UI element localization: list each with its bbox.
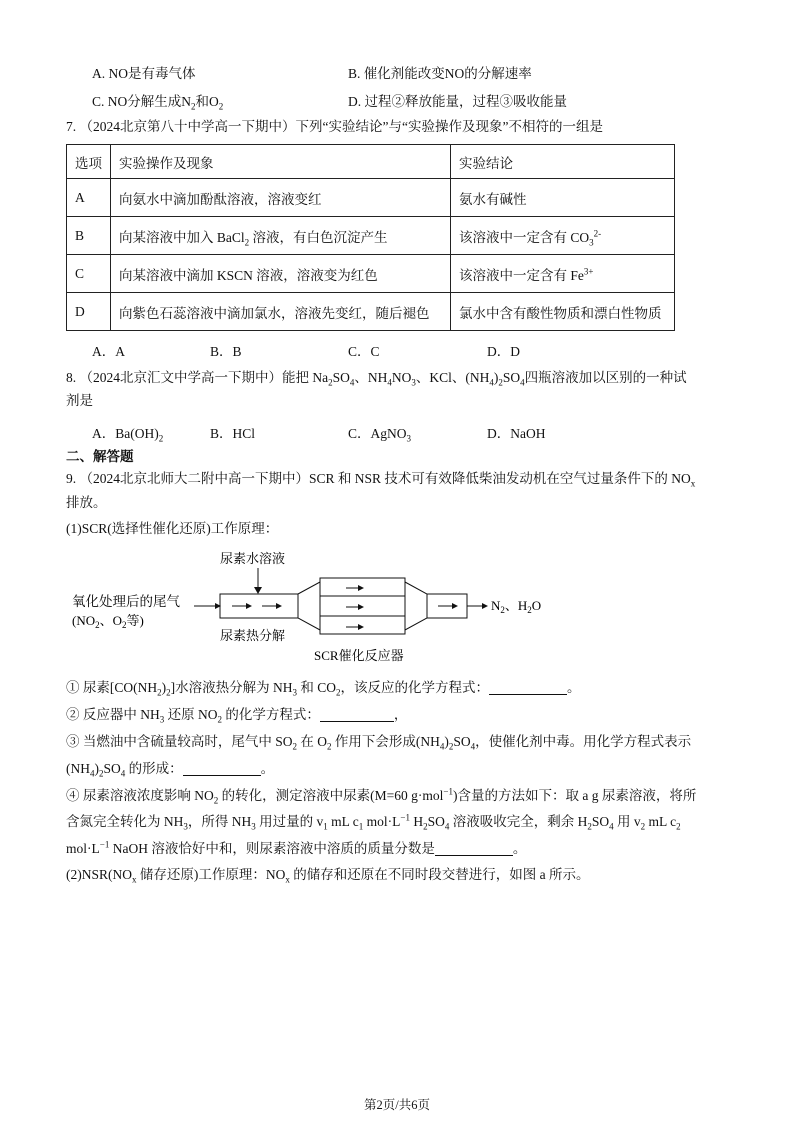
- page-footer: 第2页/共6页: [364, 1098, 430, 1112]
- flow-arrow-icon: [452, 603, 458, 609]
- q9-part1-heading: (1)SCR(选择性催化还原)工作原理：: [66, 521, 279, 536]
- q6-option-a: A. NO是有毒气体: [92, 66, 196, 81]
- row-a-conclusion: 氨水有碱性: [451, 179, 675, 217]
- flow-arrow-icon: [358, 624, 364, 630]
- q9-part2: $(2)NSR(NO_x$ 储存还原)工作原理：$NO_x$ 的储存和还原在不同时段交替进行，如图 a 所示。: [66, 867, 590, 885]
- products-label: $N_2$、$H_2O$: [491, 598, 542, 615]
- flow-arrow-icon: [246, 603, 252, 609]
- q6-option-d: D. 过程②释放能量，过程③吸收能量: [348, 94, 567, 109]
- flow-arrow-icon: [358, 585, 364, 591]
- table-row: [67, 255, 675, 293]
- row-b-operation: 向某溶液中加入 BaCl$_2$ 溶液，有白色沉淀产生: [111, 217, 451, 255]
- q9-item-4-line3: $mol\cdot L^{-1}$ NaOH 溶液恰好中和，则尿素溶液中溶质的质量分数是 。: [66, 839, 527, 856]
- q9-item-4: ④ 尿素溶液浓度影响 $NO_2$ 的转化，测定溶液中尿素(M=60 g·mol$^{-1}$)含量的方法如下：取 a g 尿素溶液，将所: [66, 786, 697, 806]
- q9-item-4-line2: 含氮完全转化为 $NH_3$，所得 $NH_3$ 用过量的 $v_1$ mL $c_1$ $mol\cdot L^{-1}$ $H_2SO_4$ 溶液吸收完全，剩余 $H_2SO_4$ 用 $v_2$ mL $c_2$: [66, 812, 681, 832]
- q8-option-c: C．AgNO$_3$: [348, 426, 412, 444]
- q9-item-3-line2: $(NH_4)_2SO_4$ 的形成： 。: [66, 761, 275, 779]
- exhaust-components-label: ($NO_2$、$O_2$等): [72, 613, 144, 630]
- row-c-operation: 向某溶液中滴加 KSCN 溶液，溶液变为红色: [111, 255, 451, 293]
- table-row: [67, 179, 675, 217]
- reactor-inlet-cone: [298, 582, 320, 630]
- row-b-option: B: [67, 217, 111, 255]
- reactor-body: [320, 578, 405, 634]
- q6-option-b: B. 催化剂能改变NO的分解速率: [348, 66, 532, 81]
- row-b-conclusion: 该溶液中一定含有 $CO_3^{2-}$: [451, 217, 675, 255]
- reactor-label: SCR催化反应器: [314, 648, 404, 663]
- row-c-conclusion: 该溶液中一定含有 $Fe^{3+}$: [451, 255, 675, 293]
- q8-stem: 8. （2024北京汇文中学高一下期中）能把 $Na_2SO_4$、$NH_4NO_3$、KCl、$(NH_4)_2SO_4$四瓶溶液加以区别的一种试: [66, 370, 687, 388]
- answer-blank[interactable]: [183, 761, 261, 776]
- q7-stem: 7. （2024北京第八十中学高一下期中）下列“实验结论”与“实验操作及现象”不相符的一组是: [66, 119, 603, 134]
- q7-option-d: D．D: [487, 344, 520, 359]
- q8-stem-line2: 剂是: [66, 393, 93, 408]
- exhaust-label: 氧化处理后的尾气: [72, 594, 180, 609]
- table-header-row: [67, 145, 675, 179]
- row-d-conclusion: 氯水中含有酸性物质和漂白性物质: [451, 293, 675, 331]
- answer-blank[interactable]: [435, 841, 513, 856]
- q8-option-a: A．$Ba(OH)_2$: [92, 426, 164, 444]
- table-row: [67, 293, 675, 331]
- q9-item-2: ② 反应器中 $NH_3$ 还原 $NO_2$ 的化学方程式： ，: [66, 707, 408, 725]
- section-heading: 二、解答题: [66, 449, 134, 464]
- down-arrow-icon: [254, 587, 262, 594]
- inlet-pipe: [220, 594, 298, 618]
- q7-table: [66, 144, 675, 331]
- q8-option-b: B．HCl: [210, 426, 256, 441]
- urea-solution-label: 尿素水溶液: [220, 551, 286, 566]
- q8-option-d: D．NaOH: [487, 426, 546, 441]
- row-d-operation: 向紫色石蕊溶液中滴加氯水，溶液先变红，随后褪色: [111, 293, 451, 331]
- q7-option-a: A．A: [92, 344, 125, 359]
- outlet-arrow-icon: [482, 603, 488, 609]
- row-a-operation: 向氨水中滴加酚酞溶液，溶液变红: [111, 179, 451, 217]
- header-conclusion: 实验结论: [451, 145, 675, 179]
- answer-blank[interactable]: [320, 707, 394, 722]
- header-option: 选项: [67, 145, 111, 179]
- q9-item-3: ③ 当燃油中含硫量较高时，尾气中 $SO_2$ 在 $O_2$ 作用下会形成$(NH_4)_2SO_4$，使催化剂中毒。用化学方程式表示: [66, 734, 692, 752]
- row-d-option: D: [67, 293, 111, 331]
- q6-option-c: C. NO分解生成$N_2$和$O_2$: [92, 94, 224, 112]
- q7-option-b: B．B: [210, 344, 242, 359]
- flow-arrow-icon: [358, 604, 364, 610]
- flow-arrow-icon: [276, 603, 282, 609]
- table-row: [67, 217, 675, 255]
- q9-item-1: ① 尿素$[CO(NH_2)_2]$水溶液热分解为 $NH_3$ 和 $CO_2$，该反应的化学方程式： 。: [66, 680, 581, 698]
- answer-blank[interactable]: [489, 680, 567, 695]
- row-a-option: A: [67, 179, 111, 217]
- q9-stem-line2: 排放。: [66, 495, 107, 510]
- reactor-outlet-cone: [405, 582, 427, 630]
- urea-decomposition-label: 尿素热分解: [220, 628, 286, 643]
- q7-option-c: C．C: [348, 344, 380, 359]
- q9-stem: 9. （2024北京北师大二附中高一下期中）SCR 和 NSR 技术可有效降低柴油发动机在空气过量条件下的 $NO_x$: [66, 471, 696, 489]
- scr-diagram: [70, 548, 590, 668]
- header-operation: 实验操作及现象: [111, 145, 451, 179]
- row-c-option: C: [67, 255, 111, 293]
